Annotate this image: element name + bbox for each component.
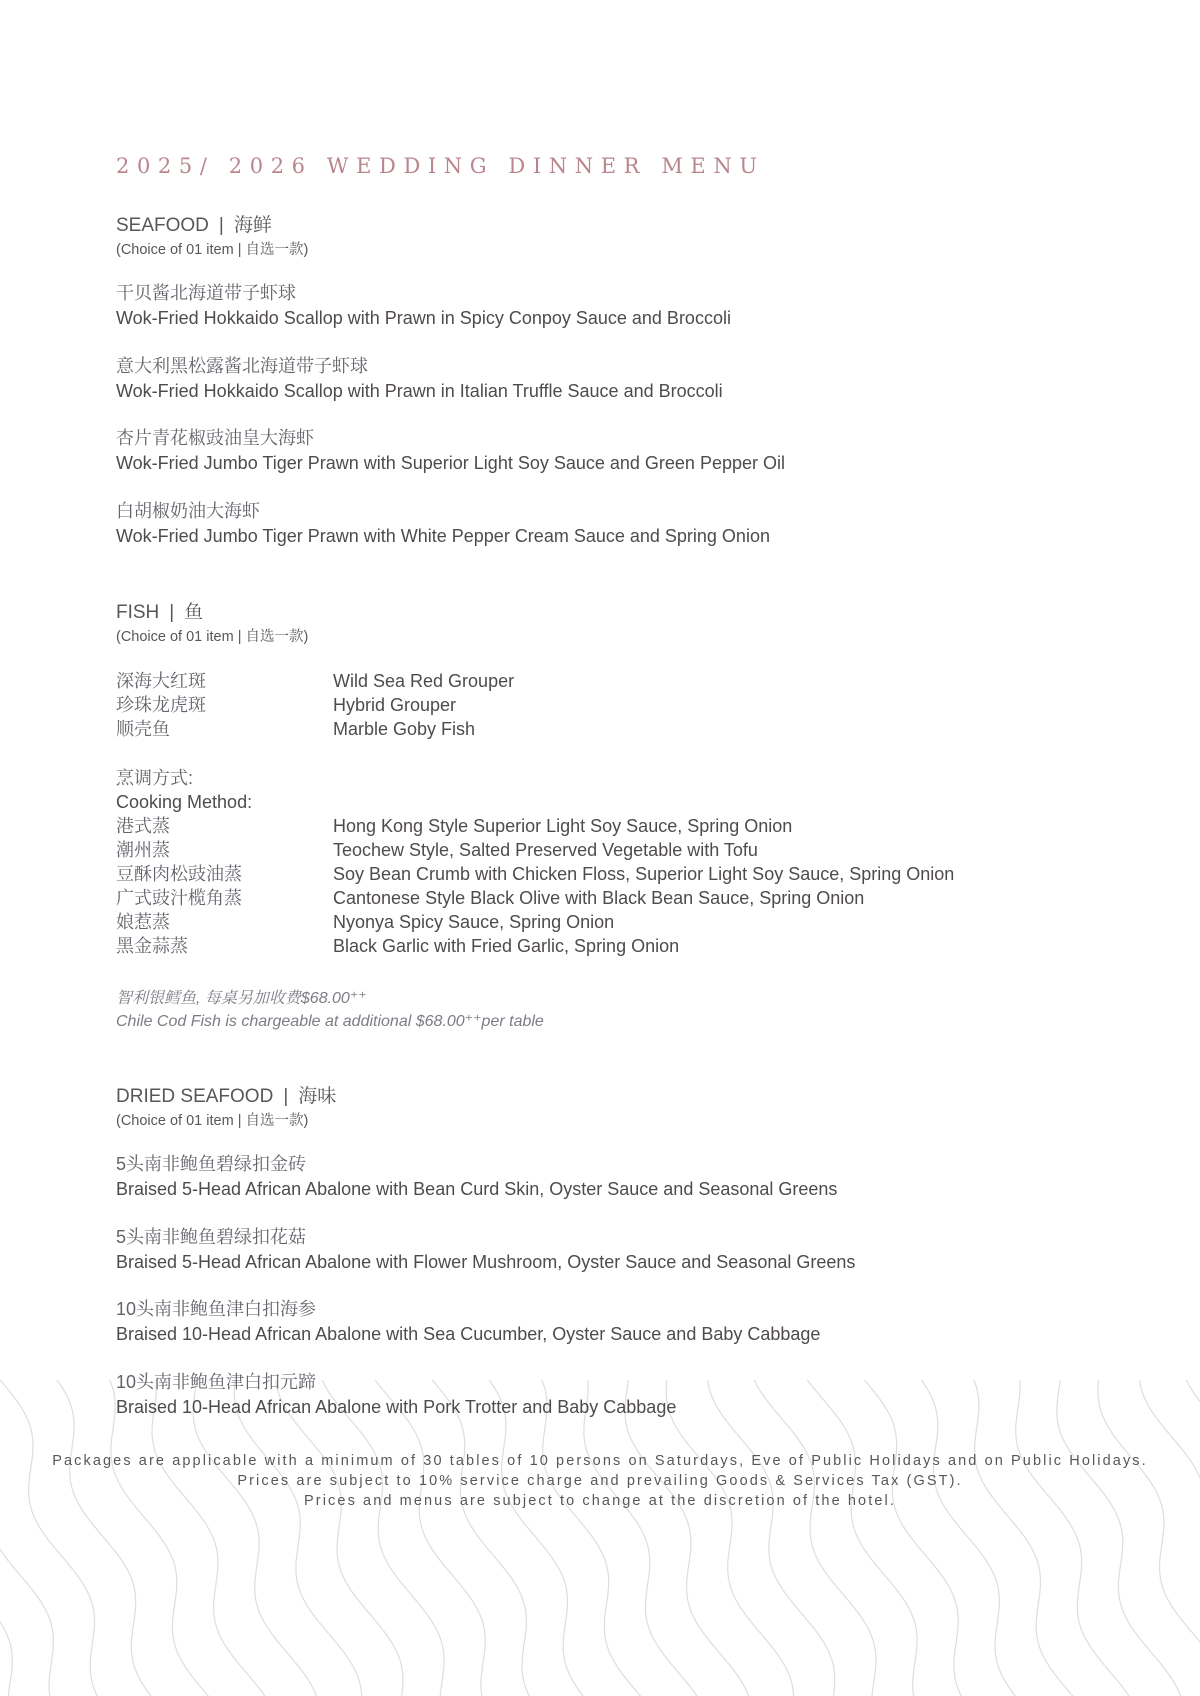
dish-name-cn: 10头南非鲍鱼津白扣元蹄 [116, 1372, 317, 1392]
fish-heading-cn: 鱼 [184, 602, 204, 623]
method-en: Teochew Style, Salted Preserved Vegetable with Tofu [333, 840, 758, 860]
dish-name-en: Braised 5-Head African Abalone with Bean Curd Skin, Oyster Sauce and Seasonal Greens [116, 1179, 838, 1199]
wave-line [708, 1380, 835, 1696]
dish-name-en: Wok-Fried Hokkaido Scallop with Prawn in Italian Truffle Sauce and Broccoli [116, 381, 723, 401]
fish-choice-note: (Choice of 01 item | 自选一款) [116, 629, 309, 645]
dried-seafood-heading-cn: 海味 [298, 1086, 337, 1107]
dried-seafood-item [116, 1370, 676, 1420]
cooking-method-row [116, 862, 954, 886]
dish-name-cn: 意大利黑松露酱北海道带子虾球 [116, 356, 368, 376]
wave-pattern-background [0, 1380, 1200, 1696]
fish-type-en: Hybrid Grouper [333, 695, 457, 715]
seafood-choice-note: (Choice of 01 item | 自选一款) [116, 242, 309, 258]
fish-type-row [116, 717, 475, 741]
fish-type-cn: 顺壳鱼 [116, 719, 170, 739]
dish-name-cn: 5头南非鲍鱼碧绿扣金砖 [116, 1154, 307, 1174]
dish-name-cn: 5头南非鲍鱼碧绿扣花菇 [116, 1227, 307, 1247]
footer-terms-line: Packages are applicable with a minimum of 30 tables of 10 persons on Saturdays, Eve of Public Holidays and on Public Holidays. [52, 1453, 1148, 1469]
wave-line [1098, 1380, 1200, 1696]
wave-line [0, 1380, 12, 1696]
fish-type-row [116, 693, 456, 717]
dish-name-en: Wok-Fried Jumbo Tiger Prawn with Superior Light Soy Sauce and Green Pepper Oil [116, 453, 785, 473]
seafood-item [116, 354, 723, 404]
cooking-method-row [116, 814, 792, 838]
wave-line [625, 1380, 752, 1696]
wave-line [1186, 1380, 1200, 1696]
cooking-method-row [116, 934, 679, 958]
dried-seafood-heading: DRIED SEAFOOD | 海味 [116, 1086, 337, 1107]
seafood-item [116, 281, 731, 331]
seafood-heading-en: SEAFOOD [116, 215, 209, 236]
dish-name-cn: 干贝酱北海道带子虾球 [116, 283, 296, 303]
wave-line [1016, 1380, 1137, 1696]
method-en: Cantonese Style Black Olive with Black Bean Sauce, Spring Onion [333, 888, 865, 908]
fish-heading: FISH | 鱼 [116, 602, 204, 623]
seafood-item [116, 499, 770, 549]
menu-title: 2025/ 2026 WEDDING DINNER MENU [116, 154, 765, 178]
wave-line [110, 1380, 220, 1696]
surcharge-note-cn: 智利银鳕鱼, 每桌另加收费$68.00⁺⁺ [116, 990, 367, 1007]
surcharge-note-en: Chile Cod Fish is chargeable at additional $68.00⁺⁺per table [116, 1013, 544, 1030]
method-cn: 港式蒸 [116, 816, 170, 836]
dish-name-cn: 白胡椒奶油大海虾 [116, 501, 260, 521]
cooking-method-row [116, 838, 758, 862]
seafood-item [116, 426, 785, 476]
cooking-method-row [116, 910, 614, 934]
fish-type-en: Marble Goby Fish [333, 719, 476, 739]
wave-line [666, 1380, 794, 1696]
method-en: Hong Kong Style Superior Light Soy Sauce, Spring Onion [333, 816, 793, 836]
dried-seafood-item [116, 1225, 855, 1275]
fish-type-en: Wild Sea Red Grouper [333, 671, 515, 691]
method-cn: 豆酥肉松豉油蒸 [116, 864, 242, 884]
cooking-method-label-cn: 烹调方式: [116, 768, 194, 788]
footer-terms-line: Prices and menus are subject to change at the discretion of the hotel. [304, 1493, 896, 1509]
wave-line [1057, 1380, 1184, 1696]
dried-seafood-heading-en: DRIED SEAFOOD [116, 1086, 274, 1107]
dish-name-cn: 10头南非鲍鱼津白扣海参 [116, 1299, 317, 1319]
fish-type-row [116, 669, 514, 693]
dish-name-en: Braised 10-Head African Abalone with Sea Cucumber, Oyster Sauce and Baby Cabbage [116, 1324, 821, 1344]
wave-line [276, 1380, 403, 1696]
wave-line [584, 1380, 705, 1696]
wave-line [57, 1380, 162, 1696]
method-en: Nyonya Spicy Sauce, Spring Onion [333, 912, 615, 932]
dish-name-en: Braised 5-Head African Abalone with Flower Mushroom, Oyster Sauce and Seasonal Greens [116, 1252, 856, 1272]
fish-type-cn: 珍珠龙虎斑 [116, 695, 206, 715]
dish-name-en: Braised 10-Head African Abalone with Pork Trotter and Baby Cabbage [116, 1397, 677, 1417]
dish-name-cn: 杏片青花椒豉油皇大海虾 [116, 428, 314, 448]
cooking-method-label-en: Cooking Method: [116, 792, 253, 812]
wave-line [921, 1380, 1026, 1696]
method-en: Black Garlic with Fried Garlic, Spring Onion [333, 936, 680, 956]
method-cn: 潮州蒸 [116, 840, 170, 860]
dried-seafood-item [116, 1297, 820, 1347]
wave-line [193, 1380, 320, 1696]
wave-line [807, 1380, 917, 1696]
footer-terms-line: Prices are subject to 10% service charge and prevailing Goods & Services Tax (GST). [237, 1473, 963, 1489]
wave-line [0, 1380, 54, 1696]
wave-line [542, 1380, 652, 1696]
wave-line [489, 1380, 594, 1696]
wave-line [974, 1380, 1084, 1696]
method-cn: 广式豉汁榄角蒸 [116, 888, 242, 908]
dish-name-en: Wok-Fried Hokkaido Scallop with Prawn in Spicy Conpoy Sauce and Broccoli [116, 308, 731, 328]
fish-heading-en: FISH [116, 602, 160, 623]
dried-seafood-item [116, 1152, 837, 1202]
wave-line [152, 1380, 273, 1696]
fish-type-cn: 深海大红斑 [116, 671, 206, 691]
dried-seafood-choice-note: (Choice of 01 item | 自选一款) [116, 1113, 309, 1129]
method-cn: 娘惹蒸 [116, 912, 170, 932]
dish-name-en: Wok-Fried Jumbo Tiger Prawn with White Pepper Cream Sauce and Spring Onion [116, 526, 770, 546]
wave-line [375, 1380, 485, 1696]
wave-line [234, 1380, 361, 1696]
seafood-heading-cn: 海鲜 [233, 215, 272, 236]
method-en: Soy Bean Crumb with Chicken Floss, Superior Light Soy Sauce, Spring Onion [333, 864, 955, 884]
method-cn: 黑金蒜蒸 [116, 936, 188, 956]
cooking-method-row [116, 886, 864, 910]
seafood-heading: SEAFOOD | 海鲜 [116, 215, 272, 236]
